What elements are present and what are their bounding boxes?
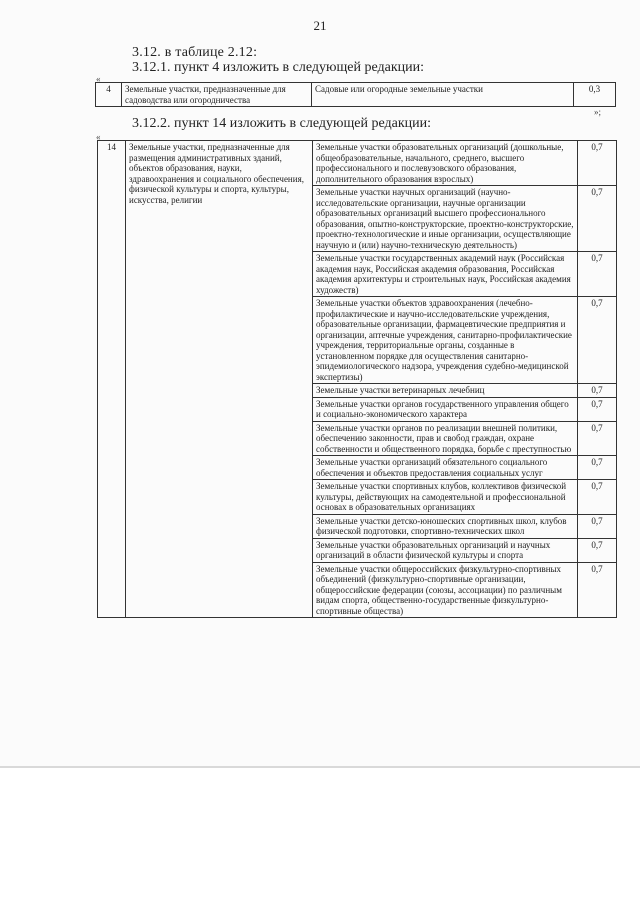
- open-quote: «: [96, 74, 101, 84]
- row-value: 0,7: [578, 186, 617, 252]
- row-description: Земельные участки образовательных организаций и научных организаций в области физической культуры и спорта: [313, 538, 578, 562]
- row-value: 0,7: [578, 297, 617, 384]
- row-value: 0,7: [578, 514, 617, 538]
- row-description: Земельные участки объектов здравоохранения (лечебно-профилактические и научно-исследовательские учреждения, образовательные организации, фармацевтические предприятия и организации, аптечные учреждения, санитарно-профилактические учреждения, территориальные органы, созданные в установленном порядке для осуществления санитарно-эпидемиологического надзора, учреждения судебно-медицинской экспертизы): [313, 297, 578, 384]
- page-number: 21: [313, 18, 327, 33]
- heading-item-14: 3.12.2. пункт 14 изложить в следующей редакции:: [132, 116, 431, 131]
- row-value: 0,7: [578, 384, 617, 398]
- open-quote: «: [96, 132, 101, 142]
- row-value: 0,7: [578, 421, 617, 456]
- heading-section: 3.12. в таблице 2.12:: [132, 45, 258, 60]
- row-description: Земельные участки государственных академий наук (Российская академия наук, Российская академия образования, Российская академия архитектуры и строительных наук, Российская академия художеств): [313, 252, 578, 297]
- row-value: 0,7: [578, 562, 617, 618]
- row-value: 0,3: [574, 83, 616, 107]
- row-description: Земельные участки спортивных клубов, коллективов физической культуры, действующих на самодеятельной и профессиональной основах в образовательных организациях: [313, 480, 578, 515]
- heading-item-4: 3.12.1. пункт 4 изложить в следующей редакции:: [132, 60, 424, 75]
- row-description: Земельные участки органов по реализации внешней политики, обеспечению законности, прав и свобод граждан, охране собственности и общественного порядка, борьбе с преступностью: [313, 421, 578, 456]
- row-value: 0,7: [578, 456, 617, 480]
- table-item-4: [95, 82, 616, 107]
- table-item-14: [97, 140, 617, 618]
- row-value: 0,7: [578, 397, 617, 421]
- row-value: 0,7: [578, 480, 617, 515]
- row-description: Земельные участки научных организаций (научно-исследовательские организации, научные организации образовательных организаций высшего профессионального образования, опытно-конструкторские, проектно-конструкторские, проектно-технологические и иные организации, осуществляющие научную и (или) научно-техническую деятельность): [313, 186, 578, 252]
- row-description: Земельные участки организаций обязательного социального обеспечения и объектов предоставления социальных услуг: [313, 456, 578, 480]
- row-description: Земельные участки общероссийских физкультурно-спортивных объединений (физкультурно-спортивные организации, общероссийские федерации (союзы, ассоциации) по различным видам спорта, общественно-государственные физкультурно-спортивные общества): [313, 562, 578, 618]
- table-row: [96, 83, 616, 107]
- row-description: Садовые или огородные земельные участки: [312, 83, 574, 107]
- row-description: Земельные участки образовательных организаций (дошкольные, общеобразовательные, начального, среднего, высшего профессионального и послевузовского образования, дополнительного образования взрослых): [313, 141, 578, 186]
- row-value: 0,7: [578, 538, 617, 562]
- row-value: 0,7: [578, 252, 617, 297]
- row-description: Земельные участки детско-юношеских спортивных школ, клубов физической подготовки, спортивно-технических школ: [313, 514, 578, 538]
- row-description: Земельные участки органов государственного управления общего и социально-экономического характера: [313, 397, 578, 421]
- row-number: 14: [98, 141, 126, 618]
- row-number: 4: [96, 83, 122, 107]
- row-description: Земельные участки ветеринарных лечебниц: [313, 384, 578, 398]
- row-value: 0,7: [578, 141, 617, 186]
- row-category: Земельные участки, предназначенные для садоводства или огородничества: [122, 83, 312, 107]
- table-row: [98, 141, 617, 186]
- scan-edge: [0, 766, 640, 768]
- row-category: Земельные участки, предназначенные для размещения административных зданий, объектов образования, науки, здравоохранения и социального обеспечения, физической культуры и спорта, культуры, искусства, религии: [126, 141, 313, 618]
- close-quote: »;: [594, 107, 602, 117]
